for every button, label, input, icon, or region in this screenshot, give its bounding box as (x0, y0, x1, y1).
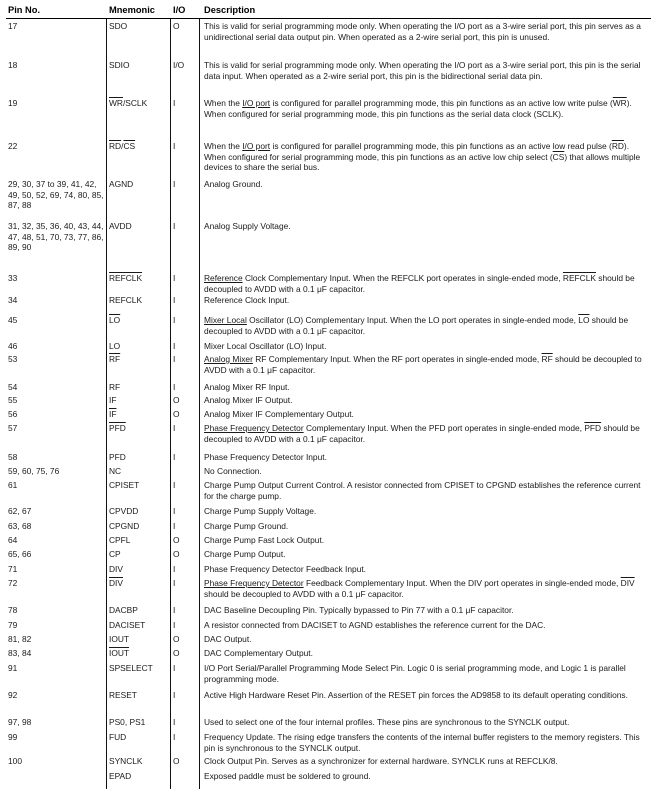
header-pin-no: Pin No. (8, 5, 41, 15)
io-type: I (173, 382, 176, 392)
table-row (6, 663, 651, 690)
description: DAC Output. (204, 634, 252, 644)
description: Frequency Update. The rising edge transfers the contents of the internal buffer registers to the memory registers. This pin is synchronous to the SYNCLK output. (204, 732, 640, 753)
description: Used to select one of the four internal profiles. These pins are synchronous to the SYNCLK output. (204, 717, 570, 727)
mnemonic: $\overline{RF}$ (109, 354, 121, 364)
io-type: I (173, 717, 176, 727)
description: Phase Frequency Detector Input. (204, 452, 327, 462)
description: Phase Frequency Detector Complementary Input. When the PFD port operates in single-ended mode, $\overline{PFD}$ should be decoupled to AVDD with a 0.1 μF capacitor. (204, 423, 640, 444)
mnemonic: NC (109, 466, 122, 476)
mnemonic: SYNCLK (109, 756, 143, 766)
mnemonic: $\overline{PFD}$ (109, 423, 126, 433)
description: Mixer Local Oscillator (LO) Input. (204, 341, 327, 351)
table-row (6, 648, 651, 663)
pin-number: 79 (8, 620, 18, 630)
table-header (6, 4, 651, 19)
io-type: O (173, 535, 180, 545)
pin-number: 55 (8, 395, 18, 405)
mnemonic: DIV (109, 564, 123, 574)
mnemonic: EPAD (109, 771, 132, 781)
pin-number: 22 (8, 141, 18, 151)
mnemonic: AVDD (109, 221, 132, 231)
pin-number: 100 (8, 756, 22, 766)
header-mnemonic: Mnemonic (109, 5, 155, 15)
table-row (6, 480, 651, 506)
description: No Connection. (204, 466, 262, 476)
pin-number: 46 (8, 341, 18, 351)
pin-number: 29, 30, 37 to 39, 41, 42, 49, 50, 52, 69, 74, 80, 85, 87, 88 (8, 179, 104, 211)
table-row (6, 634, 651, 648)
io-type: O (173, 21, 180, 31)
table-row (6, 732, 651, 756)
io-type: I (173, 273, 176, 283)
pin-number: 78 (8, 605, 18, 615)
mnemonic: CPGND (109, 521, 140, 531)
table-row (6, 521, 651, 535)
mnemonic: FUD (109, 732, 127, 742)
mnemonic: RF (109, 382, 121, 392)
description: Mixer Local Oscillator (LO) Complementary Input. When the LO port operates in single-ended mode, $\overline{LO}$ should be decoupled to AVDD with a 0.1 μF capacitor. (204, 315, 629, 336)
mnemonic: PS0, PS1 (109, 717, 146, 727)
description: DAC Complementary Output. (204, 648, 313, 658)
table-row (6, 141, 651, 179)
io-type: O (173, 634, 180, 644)
table-row (6, 21, 651, 60)
pin-number: 72 (8, 578, 18, 588)
mnemonic: CP (109, 549, 121, 559)
io-type: I (173, 179, 176, 189)
io-type: I (173, 295, 176, 305)
pin-number: 54 (8, 382, 18, 392)
pin-number: 56 (8, 409, 18, 419)
mnemonic: SDIO (109, 60, 130, 70)
mnemonic: $\overline{LO}$ (109, 315, 121, 325)
description: I/O Port Serial/Parallel Programming Mode Select Pin. Logic 0 is serial programming mode, and Logic 1 is parallel programming mode. (204, 663, 626, 684)
table-row (6, 341, 651, 354)
description: Analog Mixer IF Output. (204, 395, 293, 405)
mnemonic: IF (109, 395, 117, 405)
io-type: O (173, 409, 180, 419)
table-row (6, 756, 651, 771)
io-type: I (173, 354, 176, 364)
table-row (6, 315, 651, 341)
io-type: I (173, 480, 176, 490)
mnemonic: SPSELECT (109, 663, 153, 673)
description: Charge Pump Output. (204, 549, 286, 559)
description: Reference Clock Complementary Input. When the REFCLK port operates in single-ended mode, REFCLK should be decoupled to AVDD with a 0.1 μF capacitor. (204, 273, 635, 294)
pin-number: 34 (8, 295, 18, 305)
table-row (6, 179, 651, 221)
pin-number: 99 (8, 732, 18, 742)
io-type: I (173, 732, 176, 742)
io-type: O (173, 648, 180, 658)
description: Phase Frequency Detector Feedback Complementary Input. When the DIV port operates in single-ended mode, $\overline{DIV}$ should be decoupled to AVDD with a 0.1 μF capacitor. (204, 578, 635, 599)
mnemonic: IOUT (109, 648, 130, 658)
table-row (6, 273, 651, 295)
header-io: I/O (173, 5, 186, 15)
mnemonic: $\overline{DIV}$ (109, 578, 123, 588)
pin-number: 91 (8, 663, 18, 673)
io-type: I (173, 506, 176, 516)
table-row (6, 409, 651, 423)
pin-function-table (6, 4, 651, 789)
table-row (6, 98, 651, 141)
table-row (6, 535, 651, 549)
mnemonic: RESET (109, 690, 137, 700)
pin-number: 65, 66 (8, 549, 32, 559)
mnemonic: REFCLK (109, 295, 143, 305)
pin-number: 64 (8, 535, 18, 545)
description: Analog Ground. (204, 179, 263, 189)
description: DAC Baseline Decoupling Pin. Typically bypassed to Pin 77 with a 0.1 μF capacitor. (204, 605, 514, 615)
table-row (6, 690, 651, 717)
io-type: I (173, 564, 176, 574)
pin-number: 58 (8, 452, 18, 462)
table-row (6, 452, 651, 466)
description: Analog Mixer IF Complementary Output. (204, 409, 354, 419)
pin-number: 53 (8, 354, 18, 364)
io-type: I/O (173, 60, 185, 70)
mnemonic: REFCLK (109, 273, 143, 283)
table-row (6, 564, 651, 578)
pin-number: 97, 98 (8, 717, 32, 727)
description: Active High Hardware Reset Pin. Assertion of the RESET pin forces the AD9858 to its default operating conditions. (204, 690, 628, 700)
description: When the I/O port is configured for parallel programming mode, this pin functions as an active low write pulse $(\overline{WR})$. When configured for serial programming mode, this pin functions as the serial data clock (SCLK). (204, 98, 632, 119)
table-row (6, 395, 651, 409)
io-type: I (173, 341, 176, 351)
pin-number: 45 (8, 315, 18, 325)
description: Analog Supply Voltage. (204, 221, 291, 231)
table-row (6, 605, 651, 620)
table-row (6, 466, 651, 480)
description: Analog Mixer RF Complementary Input. When the RF port operates in single-ended mode, $\overline{RF}$ should be decoupled to AVDD with a 0.1 μF capacitor. (204, 354, 642, 375)
pin-number: 18 (8, 60, 18, 70)
description: Phase Frequency Detector Feedback Input. (204, 564, 367, 574)
mnemonic: AGND (109, 179, 134, 189)
io-type: I (173, 452, 176, 462)
pin-number: 59, 60, 75, 76 (8, 466, 60, 476)
mnemonic: CPISET (109, 480, 140, 490)
io-type: I (173, 141, 176, 151)
io-type: O (173, 395, 180, 405)
table-row (6, 221, 651, 273)
io-type: I (173, 315, 176, 325)
io-type: I (173, 98, 176, 108)
table-row (6, 382, 651, 395)
description: Charge Pump Fast Lock Output. (204, 535, 325, 545)
header-description: Description (204, 5, 256, 15)
table-row (6, 506, 651, 521)
table-row (6, 423, 651, 452)
pin-number: 31, 32, 35, 36, 40, 43, 44, 47, 48, 51, 70, 73, 77, 86, 89, 90 (8, 221, 104, 253)
mnemonic: DACBP (109, 605, 138, 615)
io-type: O (173, 549, 180, 559)
pin-number: 92 (8, 690, 18, 700)
description: Charge Pump Ground. (204, 521, 289, 531)
table-row (6, 549, 651, 564)
pin-number: 63, 68 (8, 521, 32, 531)
mnemonic: IOUT (109, 634, 130, 644)
table-row (6, 771, 651, 787)
table-row (6, 578, 651, 605)
table-row (6, 354, 651, 382)
io-type: I (173, 578, 176, 588)
table-row (6, 295, 651, 315)
pin-number: 57 (8, 423, 18, 433)
pin-number: 19 (8, 98, 18, 108)
mnemonic: SDO (109, 21, 128, 31)
pin-number: 61 (8, 480, 18, 490)
mnemonic: $\overline{IF}$ (109, 409, 117, 419)
description: Charge Pump Output Current Control. A resistor connected from CPISET to CPGND establishes the reference current for the charge pump. (204, 480, 641, 501)
description: A resistor connected from DACISET to AGND establishes the reference current for the DAC. (204, 620, 546, 630)
mnemonic: CPVDD (109, 506, 139, 516)
io-type: I (173, 221, 176, 231)
io-type: I (173, 620, 176, 630)
table-row (6, 717, 651, 732)
table-body (6, 19, 651, 789)
pin-number: 62, 67 (8, 506, 32, 516)
pin-number: 83, 84 (8, 648, 32, 658)
mnemonic: PFD (109, 452, 126, 462)
description: Clock Output Pin. Serves as a synchronizer for external hardware. SYNCLK runs at REFCLK/8. (204, 756, 558, 766)
description: This is valid for serial programming mode only. When operating the I/O port as a 3-wire serial port, this pin is the serial data input. When operated as a 2-wire serial port, this pin is the bidirectional serial data pin. (204, 60, 641, 81)
description: When the I/O port is configured for parallel programming mode, this pin functions as an active low read pulse $(\overline{RD})$. When configured for serial programming mode, this pin functions as an active low chip select $(\overline{CS})$ that allows multiple devices to share the serial bus. (204, 141, 641, 173)
description: This is valid for serial programming mode only. When operating the I/O port as a 3-wire serial port, this pin serves as a unidirectional serial data output pin. When operated as a 2-wire serial port, this pin is unused. (204, 21, 641, 42)
io-type: I (173, 605, 176, 615)
description: Reference Clock Input. (204, 295, 290, 305)
description: Exposed paddle must be soldered to ground. (204, 771, 371, 781)
io-type: I (173, 663, 176, 673)
io-type: I (173, 690, 176, 700)
table-row (6, 60, 651, 98)
mnemonic: DACISET (109, 620, 146, 630)
description: Charge Pump Supply Voltage. (204, 506, 317, 516)
pin-number: 81, 82 (8, 634, 32, 644)
pin-number: 17 (8, 21, 18, 31)
mnemonic: $\overline{WR}$/SCLK (109, 98, 148, 108)
pin-number: 71 (8, 564, 18, 574)
mnemonic: $\overline{RD}/\overline{CS}$ (109, 141, 136, 151)
pin-number: 33 (8, 273, 18, 283)
io-type: O (173, 756, 180, 766)
io-type: I (173, 423, 176, 433)
table-row (6, 620, 651, 634)
mnemonic: LO (109, 341, 121, 351)
io-type: I (173, 521, 176, 531)
description: Analog Mixer RF Input. (204, 382, 290, 392)
mnemonic: CPFL (109, 535, 131, 545)
